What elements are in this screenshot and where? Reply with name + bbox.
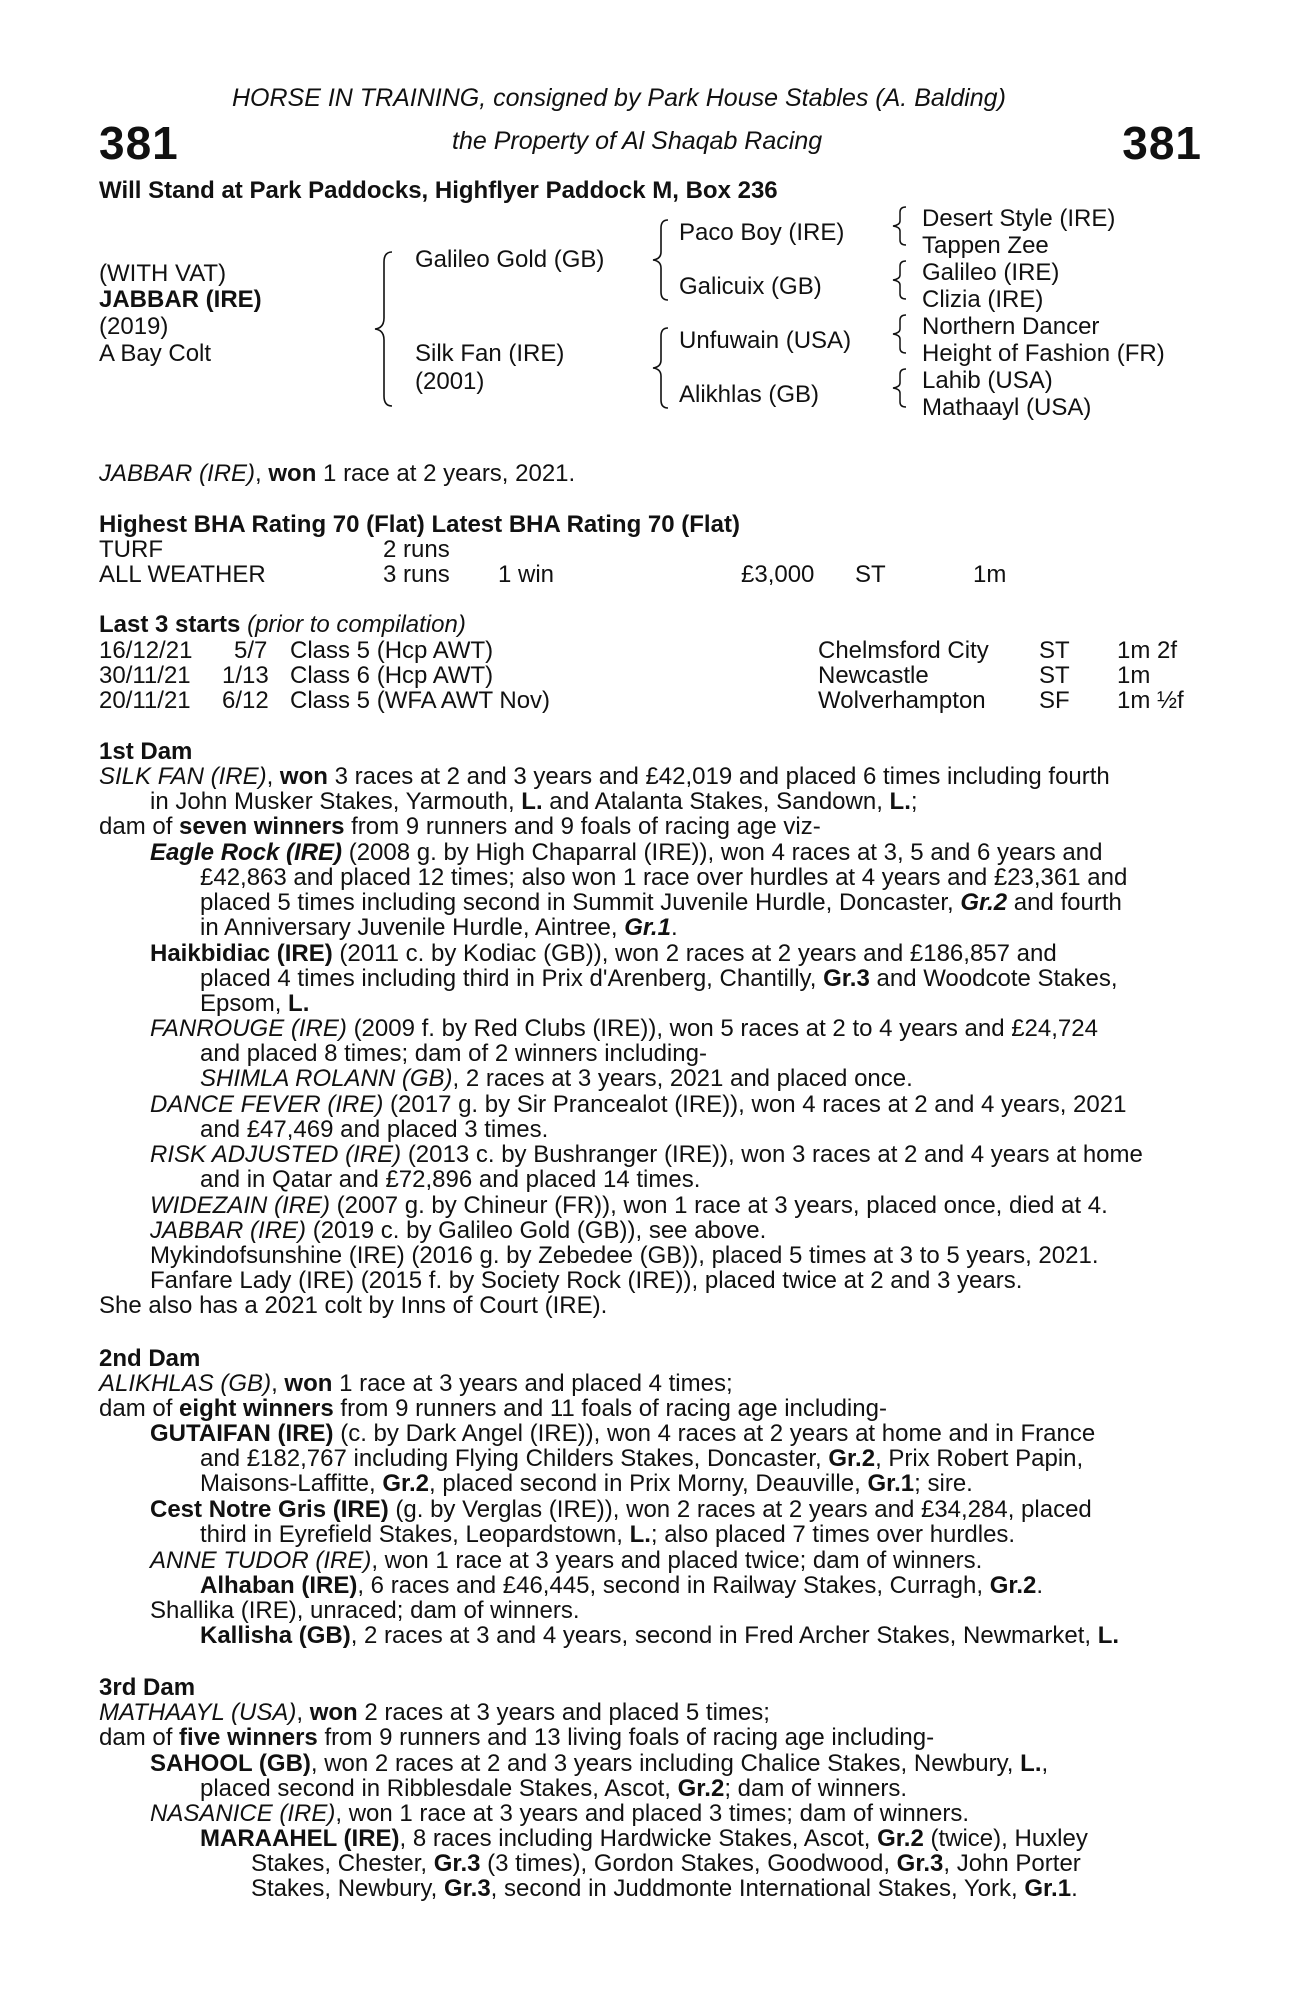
- progeny-text: .: [1036, 1572, 1044, 1599]
- horse-description: A Bay Colt: [99, 340, 212, 367]
- start-distance: 1m: [1117, 662, 1151, 689]
- dam1-text: and Atalanta Stakes, Sandown,: [549, 788, 883, 815]
- listed-marker: L.: [889, 788, 911, 815]
- progeny-line: [150, 1497, 1200, 1523]
- stand-location: Will Stand at Park Paddocks, Highflyer Paddock M, Box 236: [99, 177, 778, 204]
- progeny-line: [150, 1548, 1200, 1574]
- pedigree-brace-sire: [650, 218, 670, 302]
- rating-runs: 2 runs: [383, 536, 450, 563]
- progeny-text: Stakes, Newbury,: [251, 1875, 438, 1902]
- grade-marker: Gr.2: [382, 1470, 430, 1497]
- dam1-name: SILK FAN (IRE): [99, 763, 267, 790]
- summary-won: won: [268, 460, 317, 487]
- progeny-name: DANCE FEVER (IRE): [150, 1091, 384, 1118]
- grade-marker: Gr.2: [677, 1775, 725, 1802]
- grade-marker: Gr.1: [624, 914, 671, 941]
- progeny-text: Stakes, Chester,: [251, 1850, 428, 1877]
- progeny-name: SAHOOL (GB): [150, 1750, 311, 1777]
- dam1-text: from 9 runners and 9 foals of racing age viz-: [351, 813, 821, 840]
- progeny-line: [200, 1446, 1200, 1472]
- progeny-line: [200, 991, 1200, 1017]
- progeny-text: and fourth: [1013, 889, 1122, 916]
- listed-marker: L.: [629, 1521, 651, 1548]
- dam2-text: dam of: [99, 1395, 173, 1422]
- progeny-text: placed 4 times including third in Prix d'Arenberg, Chantilly,: [200, 965, 817, 992]
- rating-surface: ALL WEATHER: [99, 561, 266, 588]
- progeny-line: [150, 1751, 1200, 1777]
- dam3-heading: 3rd Dam: [99, 1674, 196, 1701]
- pedigree-gen3-8: Mathaayl (USA): [922, 394, 1092, 421]
- progeny-text: , placed second in Prix Morny, Deauville,: [429, 1470, 861, 1497]
- progeny-line: [200, 915, 1200, 941]
- progeny-text: , 2 races at 3 and 4 years, second in Fred Archer Stakes, Newmarket,: [350, 1622, 1092, 1649]
- progeny-text: ; also placed 7 times over hurdles.: [650, 1521, 1016, 1548]
- summary-horse-name: JABBAR (IRE): [99, 460, 256, 487]
- progeny-text: .: [670, 914, 678, 941]
- progeny-text: , 6 races and £46,445, second in Railway Stakes, Curragh,: [357, 1572, 984, 1599]
- progeny-line: [150, 1016, 1200, 1042]
- start-date: 30/11/21: [99, 662, 191, 689]
- listed-marker: L.: [521, 788, 543, 815]
- dam1-also: She also has a 2021 colt by Inns of Court (IRE).: [99, 1292, 608, 1319]
- dam1-text: ;: [910, 788, 918, 815]
- progeny-line: and in Qatar and £72,896 and placed 14 times.: [200, 1166, 701, 1193]
- pedigree-dam-year: (2001): [415, 368, 485, 395]
- dam3-text: 2 races at 3 years and placed 5 times;: [364, 1699, 770, 1726]
- progeny-text: placed second in Ribblesdale Stakes, Ascot,: [200, 1775, 671, 1802]
- grade-marker: Gr.3: [823, 965, 870, 992]
- pedigree-brace-dd: [890, 367, 908, 409]
- dam3-text: from 9 runners and 13 living foals of racing age including-: [324, 1724, 935, 1751]
- lot-number-left: 381: [99, 117, 179, 169]
- progeny-text: in Anniversary Juvenile Hurdle, Aintree,: [200, 914, 618, 941]
- dam3-name: MATHAAYL (USA): [99, 1699, 297, 1726]
- grade-marker: Gr.3: [443, 1875, 491, 1902]
- listed-marker: L.: [1097, 1622, 1120, 1649]
- pedigree-sire: Galileo Gold (GB): [415, 246, 605, 273]
- progeny-text: (2017 g. by Sir Prancealot (IRE)), won 4 races at 2 and 4 years, 2021: [390, 1091, 1127, 1118]
- progeny-name: SHIMLA ROLANN (GB): [200, 1065, 453, 1092]
- pedigree-gen3-5: Northern Dancer: [922, 313, 1100, 340]
- grade-marker: Gr.3: [433, 1850, 481, 1877]
- rating-runs: 3 runs: [383, 561, 450, 588]
- pedigree-sire-dam: Galicuix (GB): [679, 273, 822, 300]
- progeny-text: , 8 races including Hardwicke Stakes, Ascot,: [399, 1825, 871, 1852]
- progeny-text: (2013 c. by Bushranger (IRE)), won 3 races at 2 and 4 years at home: [407, 1141, 1143, 1168]
- pedigree-dam-dam: Alikhlas (GB): [679, 381, 820, 408]
- progeny-text: , second in Juddmonte International Stakes, York,: [490, 1875, 1018, 1902]
- progeny-name: WIDEZAIN (IRE): [150, 1192, 330, 1219]
- progeny-line: [251, 1851, 1211, 1877]
- last-starts-heading: [99, 612, 466, 638]
- progeny-text: and Woodcote Stakes,: [876, 965, 1118, 992]
- dam2-won: won: [284, 1370, 333, 1397]
- progeny-text: (2011 c. by Kodiac (GB)), won 2 races at 2 years and £186,857 and: [339, 940, 1057, 967]
- grade-marker: Gr.2: [989, 1572, 1037, 1599]
- progeny-line: and £47,469 and placed 3 times.: [200, 1116, 549, 1143]
- grade-marker: Gr.1: [867, 1470, 915, 1497]
- progeny-line: £42,863 and placed 12 times; also won 1 race over hurdles at 4 years and £23,361 and: [200, 864, 1128, 891]
- dam1-heading: 1st Dam: [99, 738, 193, 765]
- dam1-text: dam of: [99, 813, 173, 840]
- summary-rest: 1 race at 2 years, 2021.: [323, 460, 576, 487]
- dam2-heading: 2nd Dam: [99, 1345, 201, 1372]
- start-course: Wolverhampton: [818, 687, 986, 714]
- start-position: 6/12: [222, 687, 269, 714]
- progeny-name: MARAAHEL (IRE): [200, 1825, 400, 1852]
- pedigree-gen3-2: Tappen Zee: [922, 232, 1049, 259]
- progeny-text: , 2 races at 3 years, 2021 and placed once.: [452, 1065, 913, 1092]
- dam1-line: SILK FAN (IRE), won 3 races at 2 and 3 years and £42,019 and placed 6 times including fourth: [99, 763, 1110, 790]
- progeny-line: [150, 941, 1200, 967]
- progeny-line: Shallika (IRE), unraced; dam of winners.: [150, 1597, 580, 1624]
- pedigree-gen3-3: Galileo (IRE): [922, 259, 1060, 286]
- dam1-text: in John Musker Stakes, Yarmouth,: [150, 788, 515, 815]
- progeny-line: [200, 1776, 1200, 1802]
- progeny-text: (2008 g. by High Chaparral (IRE)), won 4 races at 3, 5 and 6 years and: [348, 839, 1103, 866]
- progeny-name: NASANICE (IRE): [150, 1800, 336, 1827]
- rating-going: ST: [855, 561, 886, 588]
- pedigree-gen3-4: Clizia (IRE): [922, 286, 1044, 313]
- progeny-line: [251, 1876, 1211, 1902]
- progeny-name: Cest Notre Gris (IRE): [150, 1496, 389, 1523]
- listed-marker: L.: [1020, 1750, 1042, 1777]
- dam3-line: MATHAAYL (USA), won 2 races at 3 years and placed 5 times;: [99, 1699, 770, 1726]
- progeny-line: [150, 1142, 1200, 1168]
- start-distance: 1m 2f: [1117, 637, 1178, 664]
- dam3-text: dam of: [99, 1724, 173, 1751]
- start-going: ST: [1039, 637, 1070, 664]
- progeny-line: [200, 1573, 1200, 1599]
- progeny-line: [200, 890, 1200, 916]
- grade-marker: Gr.3: [896, 1850, 944, 1877]
- progeny-text: , Prix Robert Papin,: [875, 1445, 1084, 1472]
- start-race: Class 6 (Hcp AWT): [290, 662, 494, 689]
- progeny-text: ,: [1041, 1750, 1049, 1777]
- progeny-line: Mykindofsunshine (IRE) (2016 g. by Zebedee (GB)), placed 5 times at 3 to 5 years, 2021.: [150, 1242, 1099, 1269]
- grade-marker: Gr.1: [1024, 1875, 1072, 1902]
- winners-count: seven winners: [179, 813, 345, 840]
- property-line: the Property of Al Shaqab Racing: [452, 127, 823, 155]
- progeny-line: [150, 1193, 1200, 1219]
- progeny-line: and placed 8 times; dam of 2 winners including-: [200, 1040, 707, 1067]
- dam2-name: ALIKHLAS (GB): [99, 1370, 272, 1397]
- start-course: Newcastle: [818, 662, 929, 689]
- dam2-line: [99, 1396, 1219, 1422]
- dam1-won: won: [279, 763, 328, 790]
- pedigree-brace-ss: [890, 205, 908, 247]
- grade-marker: Gr.2: [960, 889, 1008, 916]
- winners-count: eight winners: [179, 1395, 334, 1422]
- progeny-line: [150, 1218, 1200, 1244]
- lot-number-right: 381: [1122, 117, 1202, 169]
- start-course: Chelmsford City: [818, 637, 989, 664]
- progeny-text: third in Eyrefield Stakes, Leopardstown,: [200, 1521, 623, 1548]
- last-starts-note: (prior to compilation): [247, 611, 466, 638]
- dam1-line: [99, 814, 1219, 840]
- listed-marker: L.: [288, 990, 310, 1017]
- start-position: 1/13: [222, 662, 269, 689]
- progeny-line: [150, 1801, 1200, 1827]
- progeny-line: [200, 1066, 1200, 1092]
- start-position: 5/7: [234, 637, 268, 664]
- start-going: SF: [1039, 687, 1070, 714]
- horse-name: JABBAR (IRE): [99, 286, 262, 313]
- progeny-text: placed 5 times including second in Summit Juvenile Hurdle, Doncaster,: [200, 889, 954, 916]
- progeny-name: GUTAIFAN (IRE): [150, 1420, 334, 1447]
- progeny-text: (g. by Verglas (IRE)), won 2 races at 2 years and £34,284, placed: [395, 1496, 1092, 1523]
- last-starts-title: Last 3 starts: [99, 611, 241, 638]
- pedigree-gen3-6: Height of Fashion (FR): [922, 340, 1165, 367]
- start-date: 20/11/21: [99, 687, 191, 714]
- progeny-name: ANNE TUDOR (IRE): [150, 1547, 372, 1574]
- dam1-line: [150, 789, 1200, 815]
- dam2-text: 1 race at 3 years and placed 4 times;: [339, 1370, 733, 1397]
- winners-count: five winners: [179, 1724, 318, 1751]
- progeny-line: [200, 1471, 1200, 1497]
- progeny-text: (twice), Huxley: [930, 1825, 1088, 1852]
- start-race: Class 5 (WFA AWT Nov): [290, 687, 551, 714]
- pedigree-dam-sire: Unfuwain (USA): [679, 327, 852, 354]
- progeny-line: Fanfare Lady (IRE) (2015 f. by Society Rock (IRE)), placed twice at 2 and 3 years.: [150, 1267, 1023, 1294]
- progeny-text: and £182,767 including Flying Childers Stakes, Doncaster,: [200, 1445, 822, 1472]
- start-distance: 1m ½f: [1117, 687, 1184, 714]
- progeny-name: Haikbidiac (IRE): [150, 940, 333, 967]
- pedigree-gen3-7: Lahib (USA): [922, 367, 1053, 394]
- progeny-text: (2007 g. by Chineur (FR)), won 1 race at 3 years, placed once, died at 4.: [336, 1192, 1108, 1219]
- progeny-name: FANROUGE (IRE): [150, 1015, 347, 1042]
- pedigree-brace-dam: [650, 326, 670, 410]
- progeny-name: Eagle Rock (IRE): [150, 839, 343, 866]
- progeny-line: [150, 1421, 1200, 1447]
- progeny-text: Epsom,: [200, 990, 282, 1017]
- pedigree-brace-main: [372, 250, 394, 408]
- start-going: ST: [1039, 662, 1070, 689]
- pedigree-brace-sd: [890, 259, 908, 301]
- progeny-name: Kallisha (GB): [200, 1622, 351, 1649]
- progeny-name: Alhaban (IRE): [200, 1572, 358, 1599]
- progeny-text: , won 2 races at 2 and 3 years including Chalice Stakes, Newbury,: [310, 1750, 1014, 1777]
- rating-distance: 1m: [973, 561, 1007, 588]
- dam2-text: from 9 runners and 11 foals of racing age including-: [340, 1395, 887, 1422]
- progeny-text: (c. by Dark Angel (IRE)), won 4 races at 2 years at home and in France: [340, 1420, 1096, 1447]
- progeny-text: (2009 f. by Red Clubs (IRE)), won 5 races at 2 to 4 years and £24,724: [353, 1015, 1098, 1042]
- vat-note: (WITH VAT): [99, 260, 227, 287]
- progeny-text: , won 1 race at 3 years and placed 3 times; dam of winners.: [335, 1800, 970, 1827]
- horse-year: (2019): [99, 313, 169, 340]
- rating-prize: £3,000: [741, 561, 815, 588]
- progeny-text: , John Porter: [943, 1850, 1081, 1877]
- grade-marker: Gr.2: [877, 1825, 924, 1852]
- progeny-line: [200, 966, 1200, 992]
- progeny-line: [200, 1826, 1200, 1852]
- race-summary: JABBAR (IRE), won 1 race at 2 years, 2021.: [99, 460, 576, 487]
- grade-marker: Gr.2: [828, 1445, 876, 1472]
- pedigree-sire-sire: Paco Boy (IRE): [679, 219, 845, 246]
- progeny-text: ; dam of winners.: [724, 1775, 908, 1802]
- progeny-line: [200, 1623, 1200, 1649]
- rating-wins: 1 win: [498, 561, 555, 588]
- dam3-won: won: [309, 1699, 358, 1726]
- progeny-text: Maisons-Laffitte,: [200, 1470, 376, 1497]
- bha-rating: Highest BHA Rating 70 (Flat) Latest BHA Rating 70 (Flat): [99, 511, 740, 538]
- progeny-text: (3 times), Gordon Stakes, Goodwood,: [487, 1850, 890, 1877]
- progeny-line: [150, 1092, 1200, 1118]
- pedigree-brace-ds: [890, 313, 908, 355]
- progeny-text: .: [1071, 1875, 1078, 1902]
- pedigree-gen3-1: Desert Style (IRE): [922, 205, 1116, 232]
- progeny-line: [150, 840, 1200, 866]
- progeny-name: RISK ADJUSTED (IRE): [150, 1141, 402, 1168]
- dam2-line: ALIKHLAS (GB), won 1 race at 3 years and placed 4 times;: [99, 1370, 733, 1397]
- dam1-text: 3 races at 2 and 3 years and £42,019 and placed 6 times including fourth: [334, 763, 1110, 790]
- progeny-text: (2019 c. by Galileo Gold (GB)), see above.: [312, 1217, 767, 1244]
- progeny-name: JABBAR (IRE): [150, 1217, 307, 1244]
- start-race: Class 5 (Hcp AWT): [290, 637, 494, 664]
- start-date: 16/12/21: [99, 637, 193, 664]
- pedigree-dam: Silk Fan (IRE): [415, 340, 565, 367]
- progeny-text: ; sire.: [914, 1470, 973, 1497]
- dam3-line: [99, 1725, 1219, 1751]
- progeny-text: , won 1 race at 3 years and placed twice; dam of winners.: [371, 1547, 983, 1574]
- consignor-line: HORSE IN TRAINING, consigned by Park House Stables (A. Balding): [232, 84, 1006, 112]
- rating-surface: TURF: [99, 536, 163, 563]
- progeny-line: [200, 1522, 1200, 1548]
